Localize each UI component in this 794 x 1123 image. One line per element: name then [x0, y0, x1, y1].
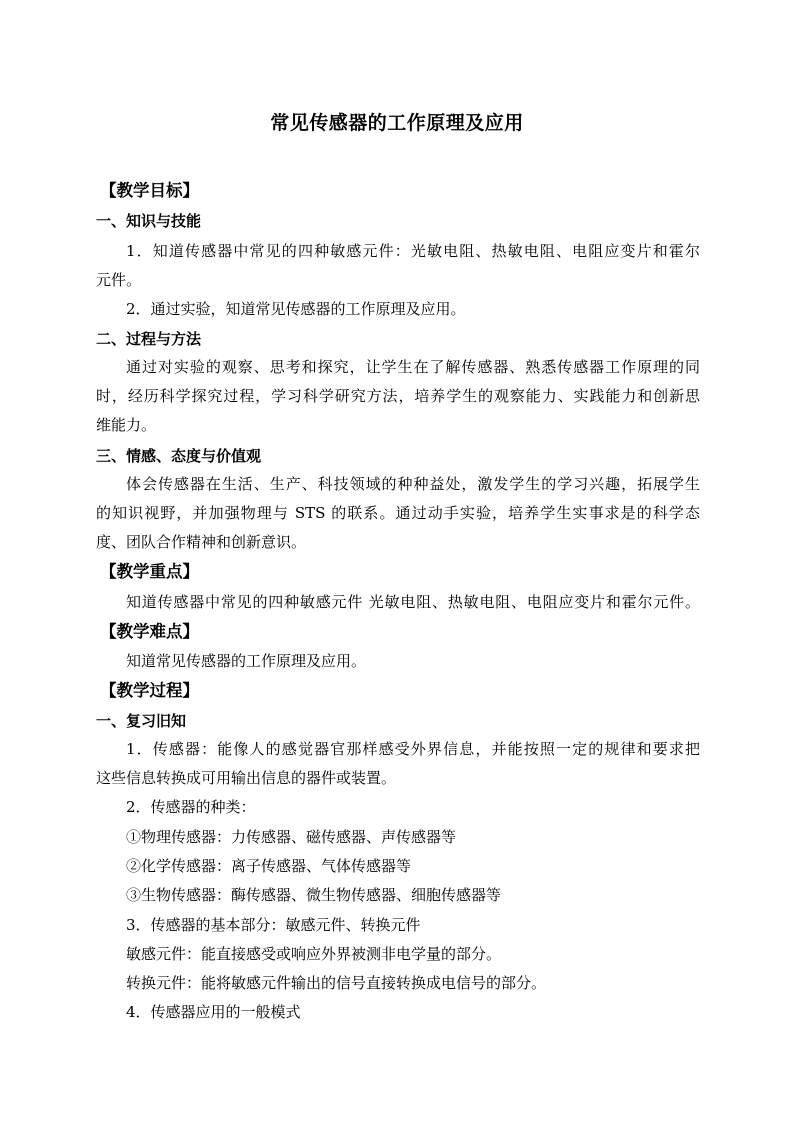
knowledge-item1-line1: 1．知道传感器中常见的四种敏感元件：光敏电阻、热敏电阻、电阻应变片和霍尔 — [126, 242, 700, 260]
process-line3: 维能力。 — [96, 416, 157, 434]
heading-teaching-process: 【教学过程】 — [100, 681, 199, 700]
heading-objectives: 【教学目标】 — [100, 181, 199, 200]
process-line1: 通过对实验的观察、思考和探究，让学生在了解传感器、熟悉传感器工作原理的同 — [126, 358, 700, 376]
heading-knowledge-skills: 一、知识与技能 — [96, 212, 202, 230]
review-type-chemical: ②化学传感器：离子传感器、气体传感器等 — [126, 857, 412, 875]
heading-review: 一、复习旧知 — [96, 712, 187, 730]
knowledge-item1-line2: 元件。 — [96, 271, 142, 289]
heading-process-methods: 二、过程与方法 — [96, 330, 202, 348]
review-type-biological: ③生物传感器：酶传感器、微生物传感器、细胞传感器等 — [126, 886, 502, 904]
knowledge-item2: 2．通过实验，知道常见传感器的工作原理及应用。 — [126, 300, 466, 318]
review-sensitive-element: 敏感元件：能直接感受或响应外界被测非电学量的部分。 — [126, 945, 502, 963]
heading-emotion-values: 三、情感、态度与价值观 — [96, 447, 262, 465]
difficulties-text: 知道常见传感器的工作原理及应用。 — [126, 652, 367, 670]
emotion-line2: 的知识视野，并加强物理与 STS 的联系。通过动手实验，培养学生实事求是的科学态 — [96, 504, 700, 522]
heading-difficulties: 【教学难点】 — [100, 622, 199, 641]
document-title: 常见传感器的工作原理及应用 — [270, 112, 524, 134]
emotion-line1: 体会传感器在生活、生产、科技领域的种种益处，激发学生的学习兴趣，拓展学生 — [126, 475, 700, 493]
review-item4: 4．传感器应用的一般模式 — [126, 1003, 301, 1021]
review-item1-line2: 这些信息转换成可用输出信息的器件或装置。 — [96, 769, 397, 787]
process-line2: 时，经历科学探究过程，学习科学研究方法，培养学生的观察能力、实践能力和创新思 — [96, 387, 700, 405]
emotion-line3: 度、团队合作精神和创新意识。 — [96, 533, 307, 551]
review-item3: 3．传感器的基本部分：敏感元件、转换元件 — [126, 916, 421, 934]
review-item1-line1: 1．传感器：能像人的感觉器官那样感受外界信息，并能按照一定的规律和要求把 — [126, 740, 700, 758]
review-type-physical: ①物理传感器：力传感器、磁传感器、声传感器等 — [126, 828, 457, 846]
heading-key-points: 【教学重点】 — [100, 562, 199, 581]
review-converting-element: 转换元件：能将敏感元件输出的信号直接转换成电信号的部分。 — [126, 974, 547, 992]
review-item2: 2．传感器的种类： — [126, 798, 256, 816]
key-points-text: 知道传感器中常见的四种敏感元件 光敏电阻、热敏电阻、电阻应变片和霍尔元件。 — [126, 593, 700, 611]
